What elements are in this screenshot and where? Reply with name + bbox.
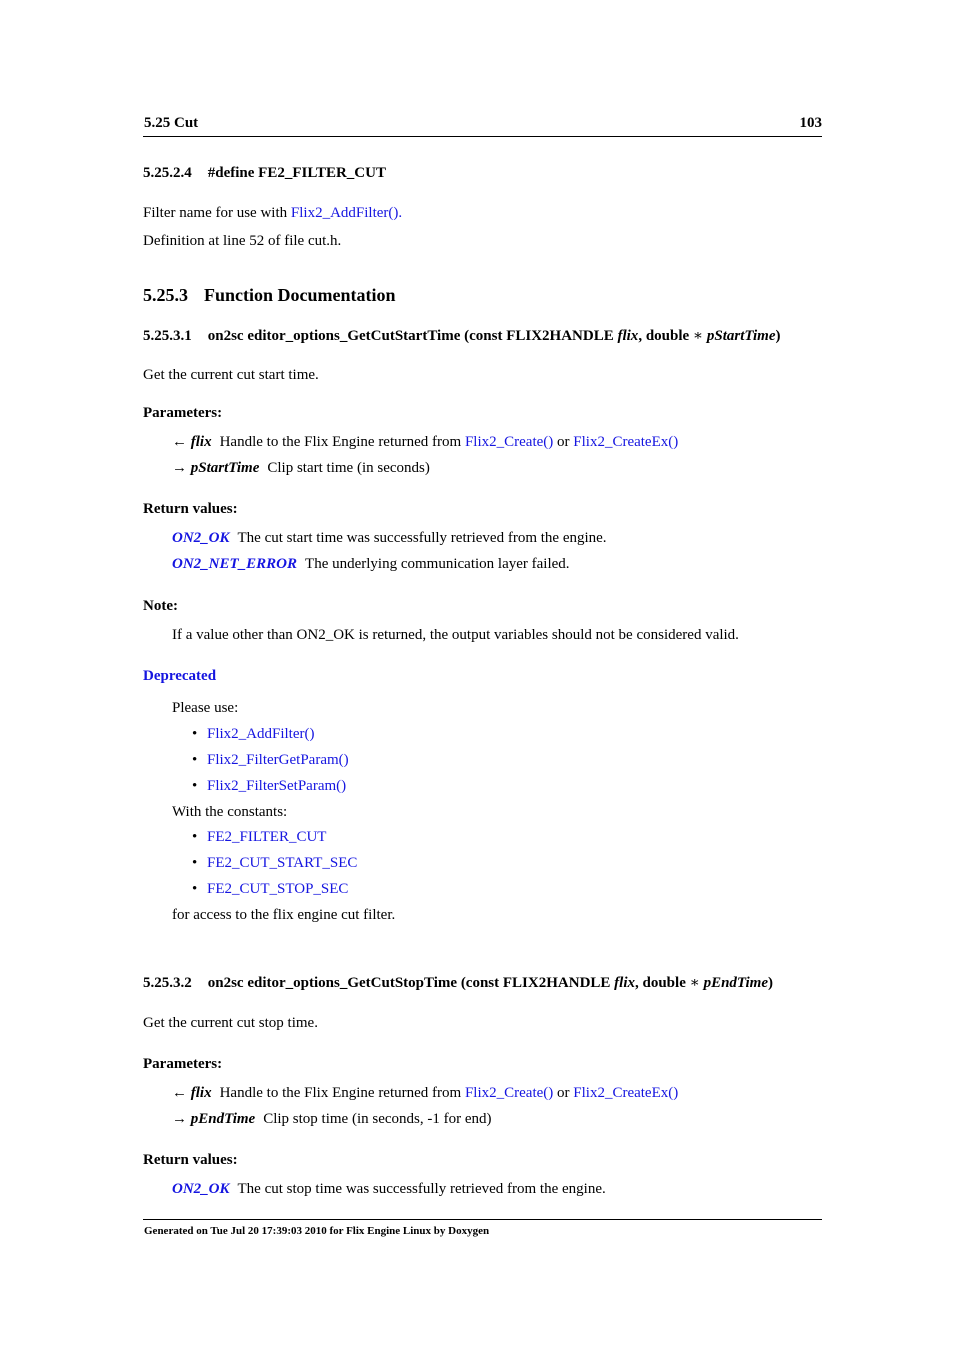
- bullet-icon: •: [192, 726, 198, 742]
- on2-net-error-link[interactable]: ON2_NET_ERROR: [172, 556, 298, 572]
- const-cut-start-sec-link[interactable]: FE2_CUT_START_SEC: [207, 855, 358, 871]
- list-item: [192, 828, 197, 846]
- with-constants-text: With the constants:: [172, 804, 288, 820]
- func1-signature: 5.25.3.1 on2sc editor_options_GetCutStartTime (const FLIX2HANDLE flix, double ∗ pStartTime): [143, 328, 781, 344]
- out-arrow-icon: →: [172, 460, 187, 476]
- define-definition-line: Definition at line 52 of file cut.h.: [143, 233, 342, 249]
- for-access-text: for access to the flix engine cut filter.: [172, 907, 396, 923]
- please-use-text: Please use:: [172, 700, 239, 716]
- bullet-icon: •: [192, 881, 198, 897]
- define-heading: 5.25.2.4 #define FE2_FILTER_CUT: [143, 165, 386, 181]
- page-header: [143, 112, 822, 137]
- func1-param-flix: ← flix Handle to the Flix Engine returned from Flix2_Create() or Flix2_CreateEx(): [172, 434, 679, 450]
- const-cut-stop-sec-link[interactable]: FE2_CUT_STOP_SEC: [207, 881, 349, 897]
- list-item: [192, 777, 197, 795]
- bullet-icon: •: [192, 855, 198, 871]
- flix2-create-link[interactable]: Flix2_Create(): [464, 434, 554, 450]
- flix2-createex-link[interactable]: Flix2_CreateEx(): [573, 434, 679, 450]
- list-item: [192, 880, 197, 898]
- func1-note-text: If a value other than ON2_OK is returned, the output variables should not be considered valid.: [172, 627, 739, 643]
- func1-return-on2-net-error: ON2_NET_ERROR The underlying communication layer failed.: [172, 556, 570, 572]
- func1-return-on2-ok: ON2_OK The cut start time was successfully retrieved from the engine.: [172, 530, 607, 546]
- header-section: 5.25 Cut: [144, 115, 199, 131]
- function-documentation-heading: 5.25.3 Function Documentation: [143, 285, 396, 305]
- in-arrow-icon: ←: [172, 434, 187, 450]
- func2-parameters-label: Parameters:: [143, 1056, 223, 1072]
- flix2-createex-link[interactable]: Flix2_CreateEx(): [573, 1085, 679, 1101]
- bullet-icon: •: [192, 752, 198, 768]
- func2-param-flix: ← flix Handle to the Flix Engine returned from Flix2_Create() or Flix2_CreateEx(): [172, 1085, 679, 1101]
- define-description: Filter name for use with Flix2_AddFilter().: [143, 205, 403, 221]
- on2-ok-link[interactable]: ON2_OK: [172, 1181, 230, 1197]
- page-footer: [143, 1219, 822, 1237]
- func1-param-pstarttime: → pStartTime Clip start time (in seconds): [172, 460, 430, 476]
- func2-signature: 5.25.3.2 on2sc editor_options_GetCutStopTime (const FLIX2HANDLE flix, double ∗ pEndTime): [143, 975, 774, 991]
- footer-text: Generated on Tue Jul 20 17:39:03 2010 for Flix Engine Linux by Doxygen: [144, 1225, 490, 1237]
- const-filter-cut-link[interactable]: FE2_FILTER_CUT: [207, 829, 327, 845]
- func2-return-values-label: Return values:: [143, 1152, 238, 1168]
- flix2-create-link[interactable]: Flix2_Create(): [464, 1085, 554, 1101]
- func1-parameters-label: Parameters:: [143, 405, 223, 421]
- bullet-icon: •: [192, 829, 198, 845]
- out-arrow-icon: →: [172, 1111, 187, 1127]
- in-arrow-icon: ←: [172, 1085, 187, 1101]
- document-page: [143, 0, 822, 1350]
- use-item-filtersetparam-link[interactable]: Flix2_FilterSetParam(): [207, 778, 347, 794]
- func1-note-label: Note:: [143, 598, 178, 614]
- func1-description: Get the current cut start time.: [143, 367, 319, 383]
- func2-description: Get the current cut stop time.: [143, 1015, 318, 1031]
- list-item: [192, 751, 197, 769]
- bullet-icon: •: [192, 778, 198, 794]
- use-item-filtergetparam-link[interactable]: Flix2_FilterGetParam(): [207, 752, 349, 768]
- use-item-addfilter-link[interactable]: Flix2_AddFilter(): [207, 726, 315, 742]
- func2-param-pendtime: → pEndTime Clip stop time (in seconds, -1 for end): [172, 1111, 492, 1127]
- list-item: [192, 854, 197, 872]
- deprecated-link[interactable]: Deprecated: [143, 668, 217, 684]
- flix2-addfilter-link[interactable]: Flix2_AddFilter().: [290, 205, 403, 221]
- header-page-number: 103: [799, 115, 822, 131]
- list-item: [192, 725, 197, 743]
- on2-ok-link[interactable]: ON2_OK: [172, 530, 230, 546]
- func2-return-on2-ok: ON2_OK The cut stop time was successfully retrieved from the engine.: [172, 1181, 606, 1197]
- func1-return-values-label: Return values:: [143, 501, 238, 517]
